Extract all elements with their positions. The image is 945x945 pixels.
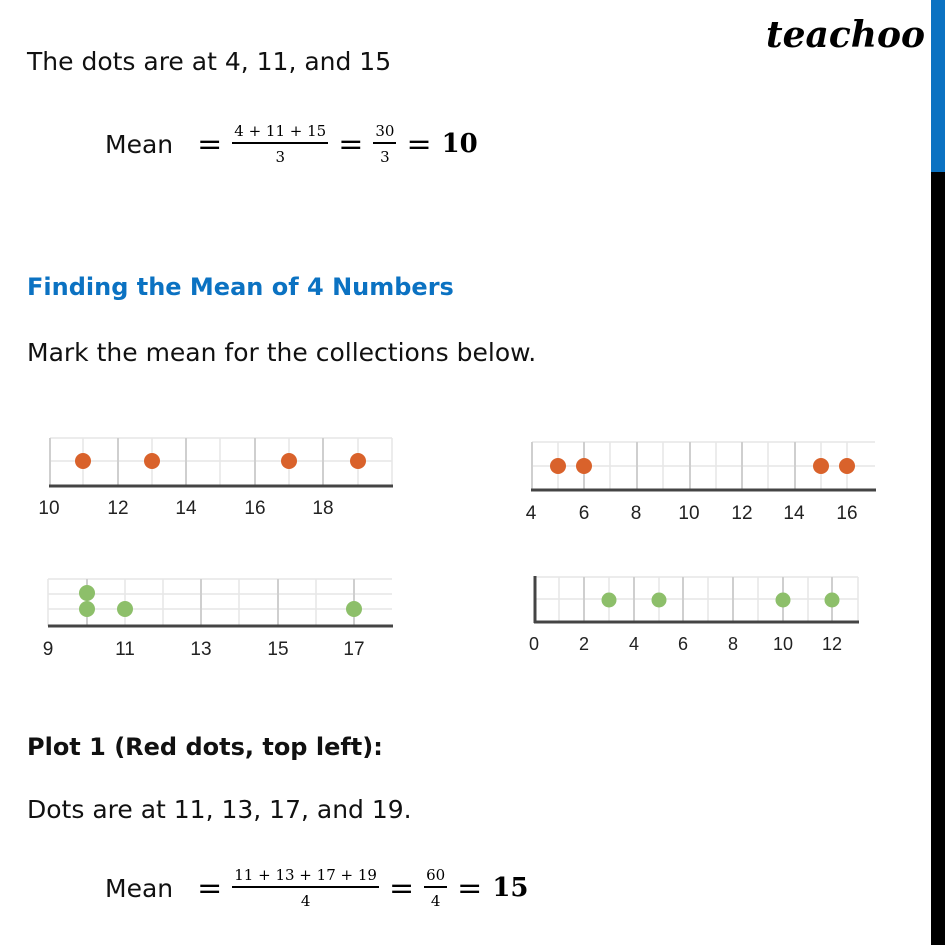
svg-text:4: 4	[628, 634, 640, 654]
svg-text:10: 10	[38, 498, 60, 519]
intro-dots-sentence: The dots are at 4, 11, and 15	[27, 47, 392, 76]
fraction-denominator: 4	[430, 892, 441, 910]
svg-text:10: 10	[678, 503, 700, 524]
dot-plot-svg	[30, 430, 410, 530]
dot-plot-svg	[30, 570, 410, 670]
dot-plot-top-right	[510, 435, 890, 535]
mean-label: Mean	[105, 129, 174, 159]
sum-fraction	[232, 866, 379, 910]
mean-result: 10	[441, 129, 478, 159]
fraction-numerator: 60	[424, 866, 447, 888]
svg-text:8: 8	[727, 634, 739, 654]
svg-text:0: 0	[528, 634, 540, 654]
plot1-dots-sentence: Dots are at 11, 13, 17, and 19.	[27, 795, 412, 824]
equals-sign: =	[406, 126, 432, 162]
equals-sign: =	[197, 126, 223, 162]
sum-fraction	[232, 122, 328, 166]
svg-text:16: 16	[244, 498, 266, 519]
equals-sign: =	[197, 870, 223, 906]
svg-text:15: 15	[267, 639, 289, 660]
total-fraction	[373, 122, 396, 166]
mean-label: Mean	[105, 873, 174, 903]
svg-text:14: 14	[175, 498, 197, 519]
svg-text:2: 2	[578, 634, 590, 654]
svg-text:12: 12	[821, 634, 843, 654]
svg-text:10: 10	[772, 634, 794, 654]
svg-text:18: 18	[312, 498, 334, 519]
equals-sign: =	[457, 870, 483, 906]
svg-text:4: 4	[525, 503, 537, 524]
plot1-heading: Plot 1 (Red dots, top left):	[27, 733, 383, 761]
svg-text:13: 13	[190, 639, 212, 660]
dot-plot-svg	[510, 570, 890, 670]
green-dots	[602, 593, 840, 608]
equals-sign: =	[388, 870, 415, 906]
svg-text:6: 6	[578, 503, 590, 524]
total-fraction	[424, 866, 447, 910]
dot-plot-top-left	[30, 430, 410, 530]
fraction-denominator: 3	[275, 148, 285, 166]
svg-text:9: 9	[42, 639, 54, 660]
svg-text:11: 11	[115, 639, 135, 660]
sidebar-dark-bar	[931, 172, 945, 945]
svg-text:16: 16	[836, 503, 858, 524]
fraction-numerator: 30	[373, 122, 396, 144]
teachoo-logo: teachoo	[766, 14, 925, 56]
dot-plot-bottom-left	[30, 570, 410, 670]
instruction-text: Mark the mean for the collections below.	[27, 338, 537, 367]
fraction-numerator: 4 + 11 + 15	[232, 122, 328, 144]
equals-sign: =	[338, 126, 364, 162]
svg-text:8: 8	[630, 503, 642, 524]
sidebar-accent-bar	[931, 0, 945, 172]
mean-result: 15	[492, 873, 529, 903]
green-dots	[79, 585, 362, 617]
fraction-denominator: 3	[380, 148, 390, 166]
fraction-numerator: 11 + 13 + 17 + 19	[232, 866, 379, 888]
intro-mean-equation	[105, 122, 478, 166]
dot-plot-bottom-right	[510, 570, 890, 670]
svg-text:6: 6	[677, 634, 689, 654]
dot-plot-svg	[510, 435, 890, 535]
svg-text:14: 14	[783, 503, 805, 524]
plot1-mean-equation	[105, 866, 529, 910]
svg-text:17: 17	[343, 639, 365, 660]
svg-text:12: 12	[107, 498, 129, 519]
fraction-denominator: 4	[300, 892, 311, 910]
svg-text:12: 12	[731, 503, 753, 524]
section-heading: Finding the Mean of 4 Numbers	[27, 273, 454, 301]
